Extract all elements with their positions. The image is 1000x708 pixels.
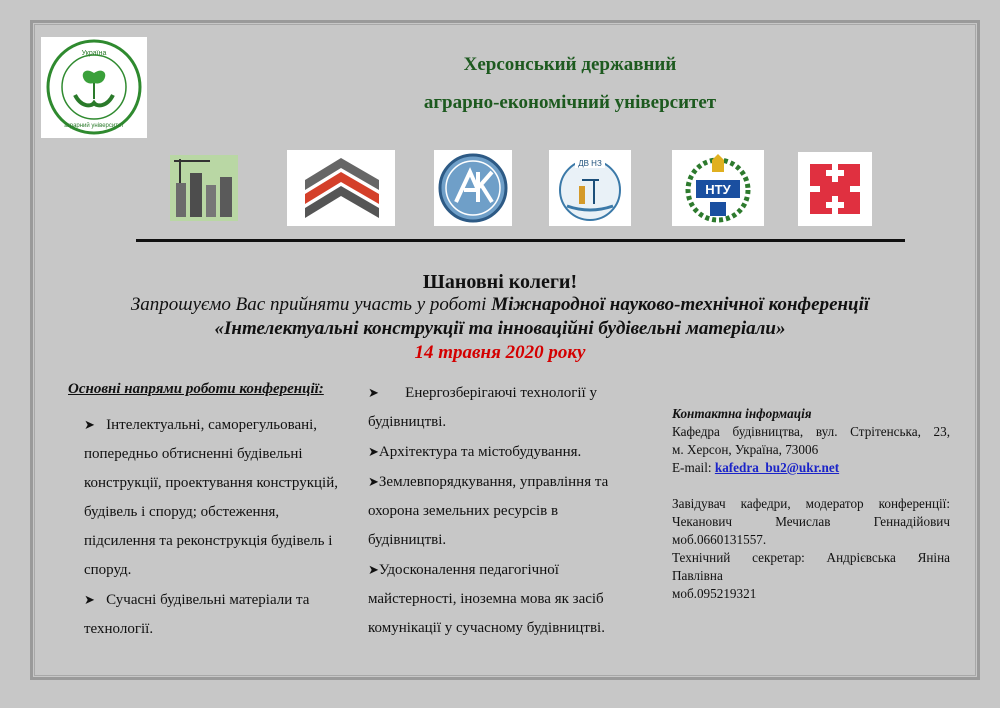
ntu-logo-text: НТУ [705, 182, 731, 197]
construction-city-logo [170, 155, 238, 221]
direction-item-text: Удосконалення педагогічної майстерності, іноземна мова як засіб комунікації у сучасному будівництві. [368, 562, 605, 636]
contact-address-1: Кафедра будівництва, вул. Стрітенська, 23, [672, 424, 950, 439]
directions-column-2 [368, 378, 636, 643]
head-name: Чеканович Мечислав Геннадійович [672, 514, 950, 529]
direction-item-text: Сучасні будівельні матеріали та технології. [84, 592, 310, 637]
email-label: E-mail: [672, 460, 715, 475]
invitation-event: Міжнародної науково-технічної конференції [491, 294, 870, 315]
direction-item-text: Енергозберігаючі технології у будівництві. [368, 385, 597, 430]
direction-item [368, 467, 636, 555]
head-role: Завідувач кафедри, модератор конференції: [672, 496, 950, 511]
secretary-line-1: Технічний секретар: Андрієвська Яніна [672, 550, 950, 565]
invitation-prefix: Запрошуємо Вас прийняти участь у роботі [130, 294, 492, 315]
invitation-line [0, 294, 1000, 316]
svg-text:аграрний університет: аграрний університет [64, 123, 124, 129]
directions-column-1 [84, 410, 352, 644]
email-link[interactable]: kafedra_bu2@ukr.net [714, 460, 840, 475]
contact-title: Контактна інформація [672, 406, 812, 421]
direction-item [368, 555, 636, 643]
ntu-logo [672, 150, 764, 226]
direction-item [84, 410, 352, 585]
arrow-bullet-icon: ➤ [368, 385, 379, 400]
arrow-bullet-icon: ➤ [368, 474, 379, 489]
directions-title: Основні напрями роботи конференції: [68, 381, 324, 397]
conference-title: «Інтелектуальні конструкції та інноваційні будівельні матеріали» [214, 318, 786, 339]
greeting: Шановні колеги! [422, 271, 578, 293]
arrow-bullet-icon: ➤ [84, 592, 95, 607]
direction-item-text: Архітектура та містобудування. [378, 444, 582, 460]
contact-info [672, 405, 950, 603]
dvnz-logo-text: ДВ НЗ [578, 159, 602, 168]
direction-item [368, 437, 636, 467]
building-stripes-logo [287, 150, 395, 226]
direction-item [84, 585, 352, 644]
university-logo [41, 37, 147, 138]
svg-text:Україна: Україна [81, 50, 107, 57]
direction-item-text: Інтелектуальні, саморегульовані, попередньо обтисненні будівельні конструкції, проектування конструкцій, будівель і споруд; обстеження, підсилення та реконструкція будівель і споруд. [84, 417, 338, 578]
arrow-bullet-icon: ➤ [368, 562, 379, 577]
dv-nz-port-logo [549, 150, 631, 226]
direction-item [368, 378, 636, 437]
university-name-line2: аграрно-економічний університет [423, 92, 717, 113]
conference-date: 14 травня 2020 року [414, 342, 586, 363]
direction-item-text: Землевпорядкування, управління та охорона земельних ресурсів в будівництві. [368, 474, 609, 548]
university-name-line1: Херсонський державний [463, 54, 677, 75]
header-divider [136, 239, 905, 242]
arrow-bullet-icon: ➤ [368, 444, 379, 459]
red-cross-logo [798, 152, 872, 226]
contact-address-2: м. Херсон, Україна, 73006 [672, 442, 819, 457]
contact-email-row [672, 459, 950, 477]
secretary-phone: моб.095219321 [672, 586, 757, 601]
arrow-bullet-icon: ➤ [84, 417, 95, 432]
secretary-line-2: Павлівна [672, 568, 723, 583]
head-phone: моб.0660131557. [672, 532, 767, 547]
ak-circle-logo [434, 150, 512, 226]
